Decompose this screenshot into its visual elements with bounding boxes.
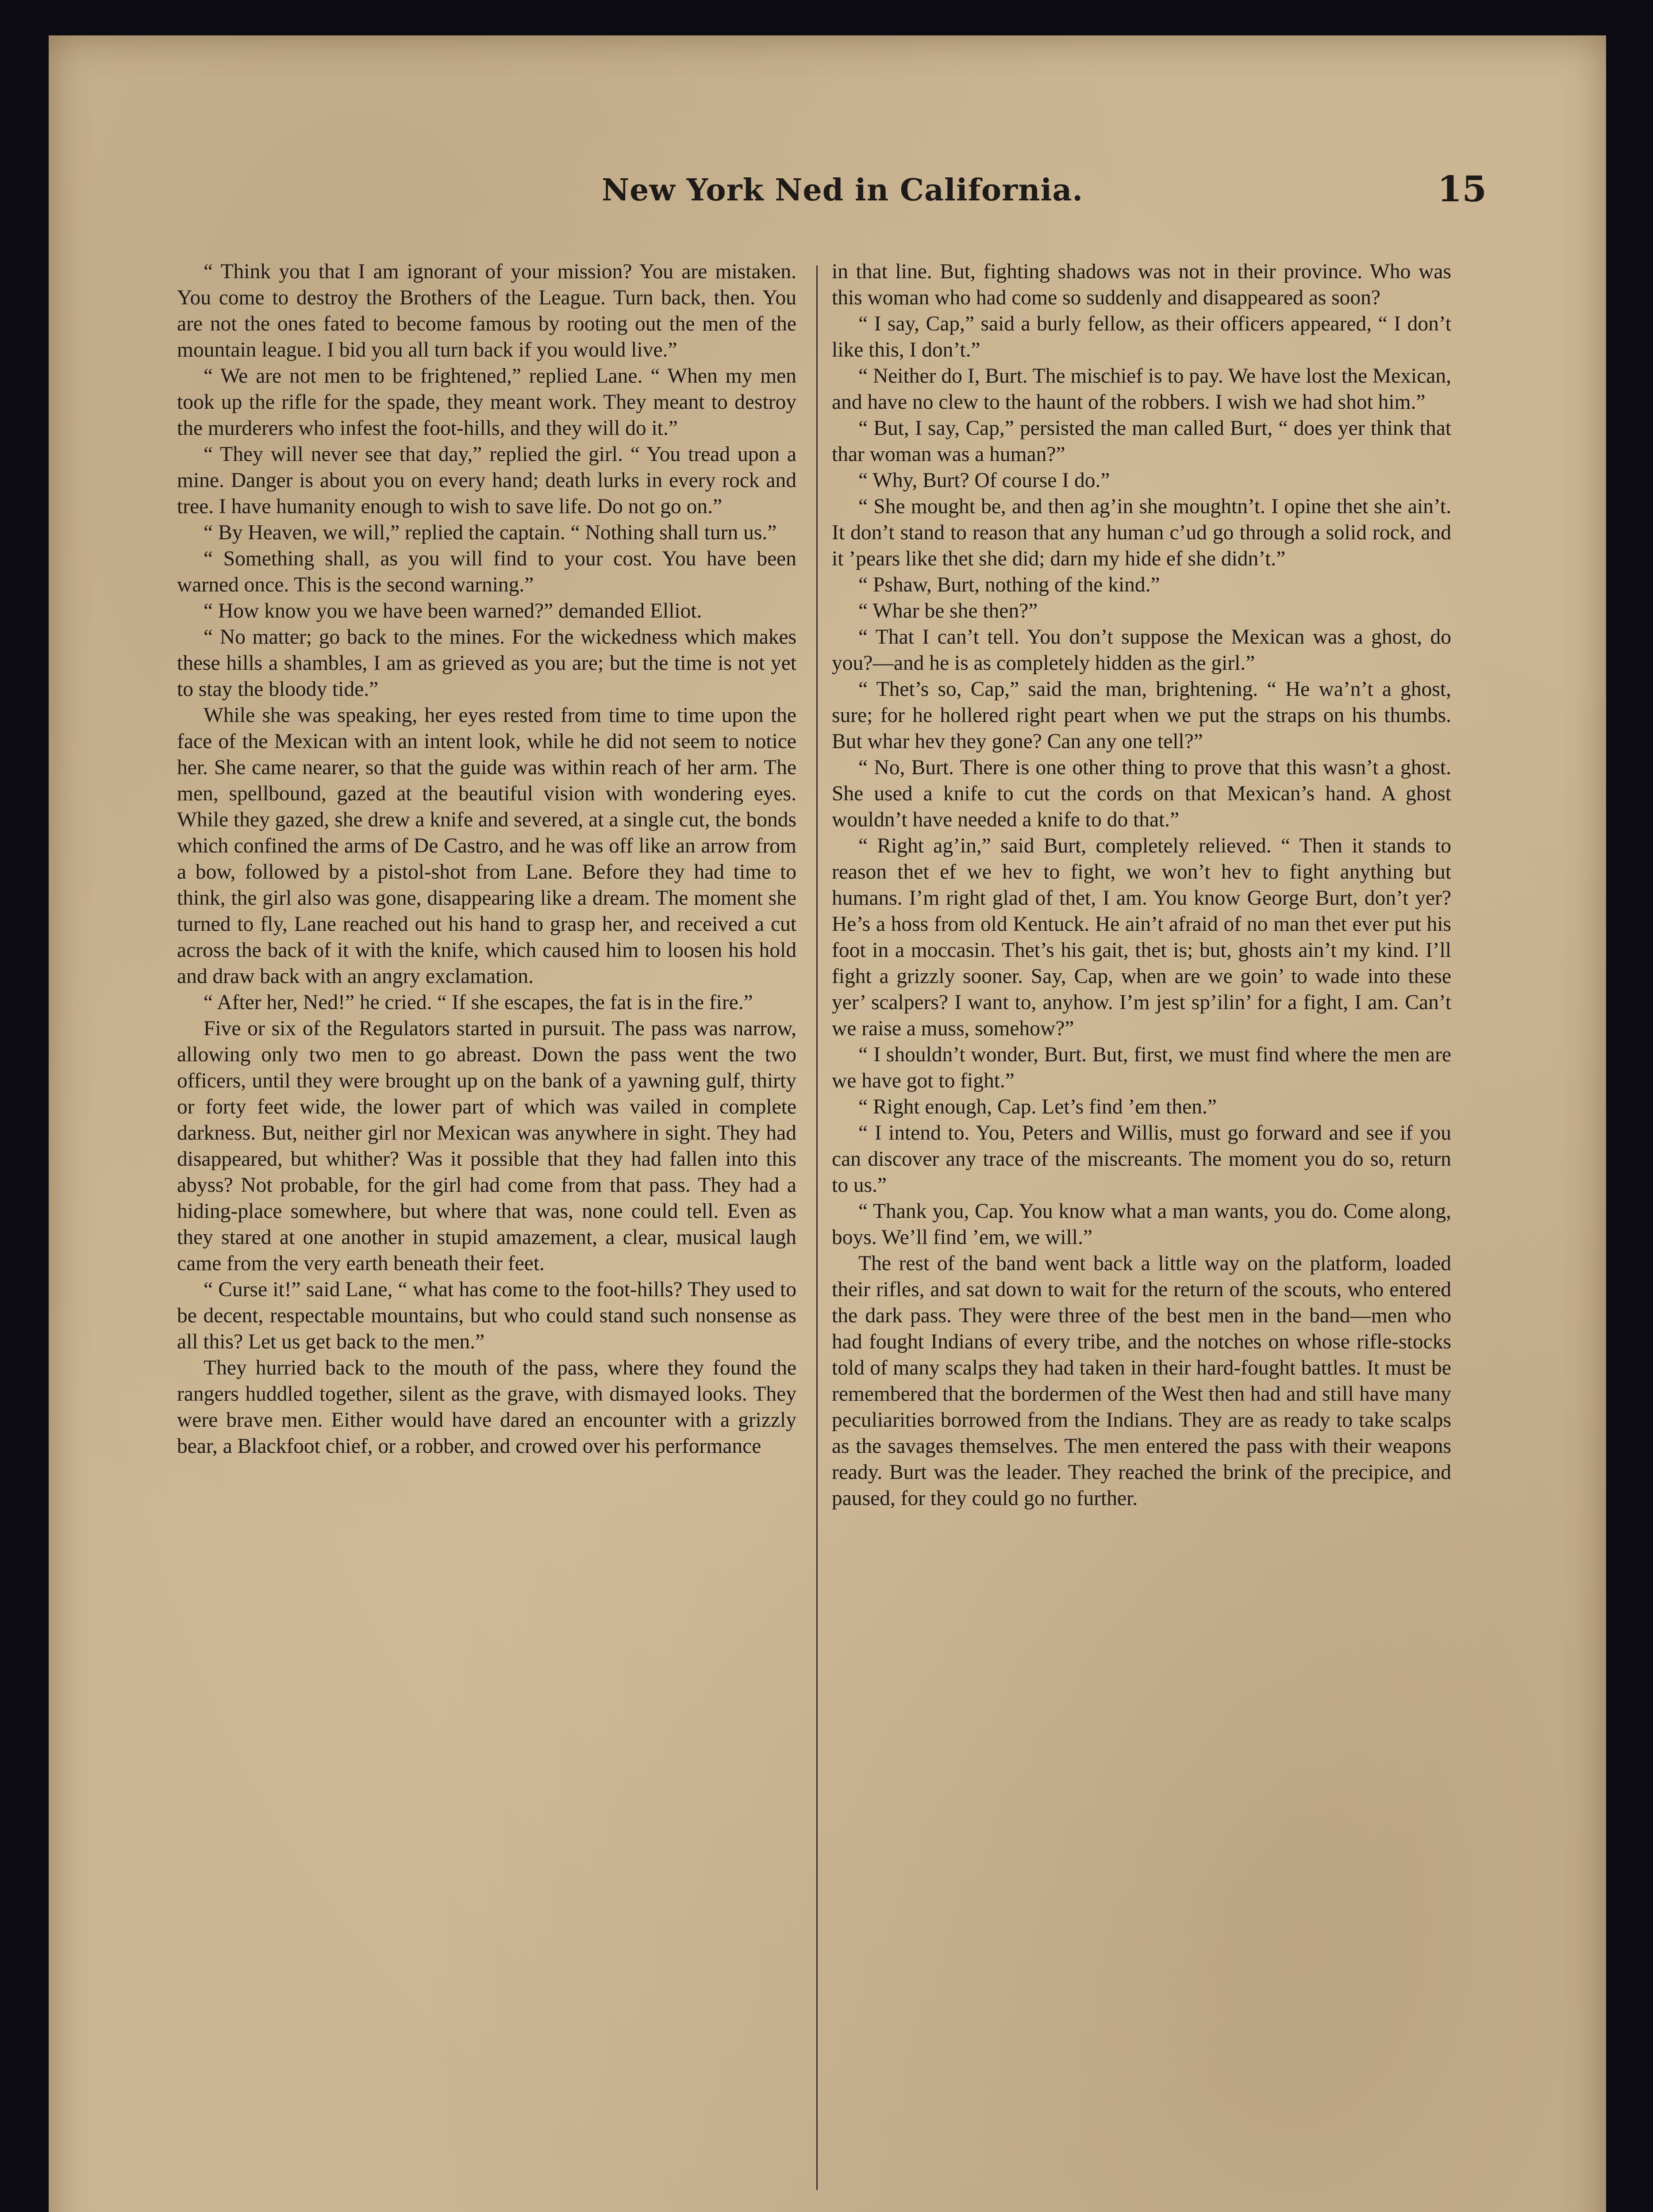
paragraph: “ We are not men to be frightened,” replied Lane. “ When my men took up the rifle for the spade, they meant work. They meant to destroy the murderers who infest the foot-hills, and they will do it.”: [177, 365, 796, 440]
paragraph: “ Pshaw, Burt, nothing of the kind.”: [858, 573, 1160, 596]
paragraph: “ But, I say, Cap,” persisted the man called Burt, “ does yer think that thar woman was a human?”: [832, 417, 1451, 466]
paragraph: “ Whar be she then?”: [858, 599, 1038, 622]
paragraph: “ That I can’t tell. You don’t suppose the Mexican was a ghost, do you?—and he is as completely hidden as the girl.”: [832, 626, 1451, 675]
paragraph: “ I intend to. You, Peters and Willis, must go forward and see if you can discover any trace of the miscreants. The moment you do so, return to us.”: [832, 1121, 1451, 1197]
paragraph: “ After her, Ned!” he cried. “ If she escapes, the fat is in the fire.”: [204, 991, 753, 1014]
page-number: 15: [1437, 168, 1487, 210]
right-column: [832, 259, 1451, 1512]
paragraph: “ Thank you, Cap. You know what a man wants, you do. Come along, boys. We’ll find ’em, we will.”: [832, 1200, 1451, 1249]
book-page: [49, 35, 1606, 2212]
paragraph: While she was speaking, her eyes rested from time to time upon the face of the Mexican with an intent look, while he did not seem to notice her. She came nearer, so that the guide was within reach of her arm. The men, spellbound, gazed at the beautiful vision with wondering eyes. While they gazed, she drew a knife and severed, at a single cut, the bonds which confined the arms of De Castro, and he was off like an arrow from a bow, followed by a pistol-shot from Lane. Before they had time to think, the girl also was gone, disappearing like a dream. The moment she turned to fly, Lane reached out his hand to grasp her, and received a cut across the back of it with the knife, which caused him to loosen his hold and draw back with an angry exclamation.: [177, 704, 796, 988]
paragraph: “ Why, Burt? Of course I do.”: [858, 469, 1110, 492]
paragraph: “ By Heaven, we will,” replied the captain. “ Nothing shall turn us.”: [204, 521, 777, 544]
paragraph: They hurried back to the mouth of the pass, where they found the rangers huddled together, silent as the grave, with dismayed looks. They were brave men. Either would have dared an encounter with a grizzly bear, a Blackfoot chief, or a robber, and crowed over his performance: [177, 1356, 796, 1458]
left-column: [177, 259, 796, 1459]
paragraph: The rest of the band went back a little way on the platform, loaded their rifles, and sat down to wait for the return of the scouts, who entered the dark pass. They were three of the best men in the band—men who had fought Indians of every tribe, and the notches on whose rifle-stocks told of many scalps they had taken in their hard-fought battles. It must be remembered that the bordermen of the West then had and still have many peculiarities borrowed from the Indians. They are as ready to take scalps as the savages themselves. The men entered the pass with their weapons ready. Burt was the leader. They reached the brink of the precipice, and paused, for they could go no further.: [832, 1252, 1451, 1510]
paragraph: “ Neither do I, Burt. The mischief is to pay. We have lost the Mexican, and have no clew to the haunt of the robbers. I wish we had shot him.”: [832, 365, 1451, 414]
paragraph: “ They will never see that day,” replied the girl. “ You tread upon a mine. Danger is about you on every hand; death lurks in every rock and tree. I have humanity enough to wish to save life. Do not go on.”: [177, 443, 796, 518]
paragraph: “ I say, Cap,” said a burly fellow, as their officers appeared, “ I don’t like this, I don’t.”: [832, 312, 1451, 361]
paragraph: “ Something shall, as you will find to your cost. You have been warned once. This is the second warning.”: [177, 547, 796, 596]
paragraph: “ Thet’s so, Cap,” said the man, brightening. “ He wa’n’t a ghost, sure; for he hollered right peart when we put the straps on his thumbs. But whar hev they gone? Can any one tell?”: [832, 678, 1451, 753]
paragraph: “ She mought be, and then ag’in she moughtn’t. I opine thet she ain’t. It don’t stand to reason that any human c’ud go through a solid rock, and it ’pears like thet she did; darn my hide ef she didn’t.”: [832, 495, 1451, 570]
running-title: New York Ned in California.: [602, 173, 1084, 208]
column-divider: [816, 265, 818, 2190]
paragraph: in that line. But, fighting shadows was not in their province. Who was this woman who had come so suddenly and disappeared as soon?: [832, 260, 1451, 309]
paragraph: “ Curse it!” said Lane, “ what has come to the foot-hills? They used to be decent, respectable mountains, but who could stand such nonsense as all this? Let us get back to the men.”: [177, 1278, 796, 1353]
paragraph: “ No matter; go back to the mines. For the wickedness which makes these hills a shambles, I am as grieved as you are; but the time is not yet to stay the bloody tide.”: [177, 626, 796, 701]
paragraph: “ Right ag’in,” said Burt, completely relieved. “ Then it stands to reason thet ef we hev to fight, we won’t hev to fight anything but humans. I’m right glad of thet, I am. You know George Burt, don’t yer? He’s a hoss from old Kentuck. He ain’t afraid of no man thet ever put his foot in a moccasin. Thet’s his gait, thet is; but, ghosts ain’t my kind. I’ll fight a grizzly sooner. Say, Cap, when are we goin’ to wade into these yer’ scalpers? I want to, anyhow. I’m jest sp’ilin’ for a fight, I am. Can’t we raise a muss, somehow?”: [832, 834, 1451, 1040]
paragraph: Five or six of the Regulators started in pursuit. The pass was narrow, allowing only two men to go abreast. Down the pass went the two officers, until they were brought up on the bank of a yawning gulf, thirty or forty feet wide, the lower part of which was vailed in complete darkness. But, neither girl nor Mexican was anywhere in sight. They had disappeared, but whither? Was it possible that they had fallen into this abyss? Not probable, for the girl had come from that pass. They had a hiding-place somewhere, but where that was, none could tell. Even as they stared at one another in stupid amazement, a clear, musical laugh came from the very earth beneath their feet.: [177, 1017, 796, 1275]
paragraph: “ Think you that I am ignorant of your mission? You are mistaken. You come to destroy the Brothers of the League. Turn back, then. You are not the ones fated to become famous by rooting out the men of the mountain league. I bid you all turn back if you would live.”: [177, 260, 796, 361]
page-header: [159, 168, 1540, 221]
paragraph: “ I shouldn’t wonder, Burt. But, first, we must find where the men are we have got to fight.”: [832, 1043, 1451, 1092]
paragraph: “ Right enough, Cap. Let’s find ’em then.”: [858, 1095, 1217, 1118]
paragraph: “ No, Burt. There is one other thing to prove that this wasn’t a ghost. She used a knife to cut the cords on that Mexican’s hand. A ghost wouldn’t have needed a knife to do that.”: [832, 756, 1451, 831]
paragraph: “ How know you we have been warned?” demanded Elliot.: [204, 599, 702, 622]
